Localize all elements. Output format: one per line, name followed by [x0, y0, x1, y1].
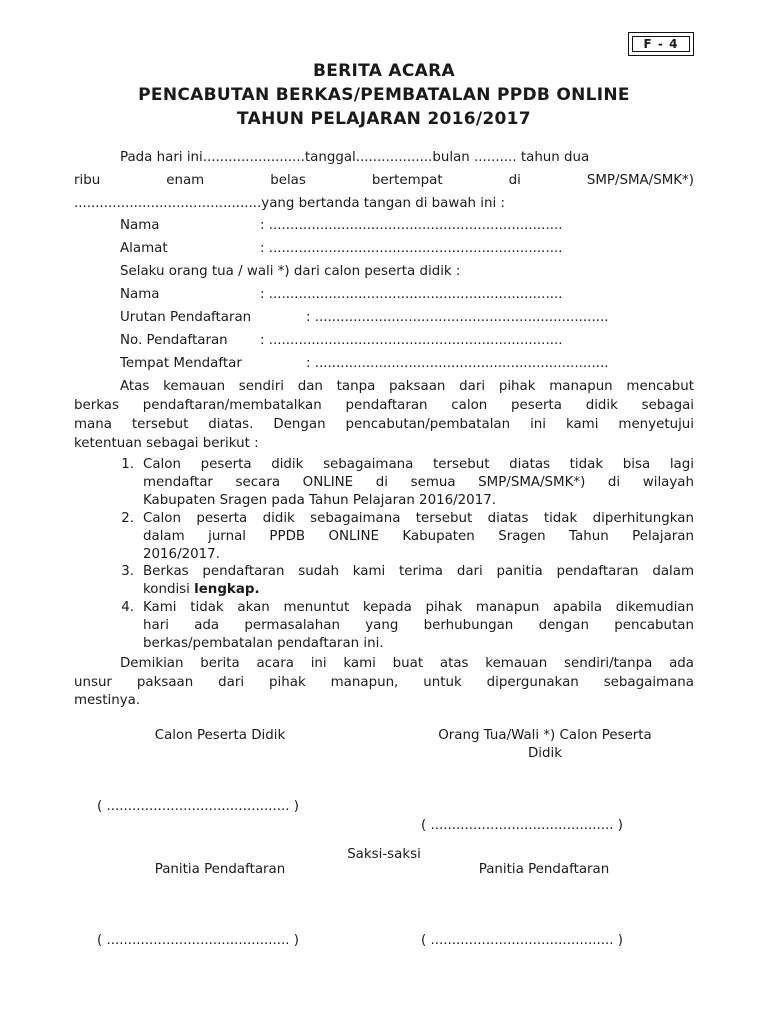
signer-address-field: : .....................................................................: [260, 241, 563, 256]
term-2-line-3: 2016/2017.: [143, 547, 220, 562]
term-4-line-2: hari ada permasalahan yang berhubungan dengan pencabutan: [143, 618, 694, 633]
document-title: BERITA ACARA: [313, 61, 455, 81]
intro-line-1: Pada hari ini........................tanggal..................bulan .......... tahun dua: [120, 150, 590, 165]
academic-year-title: TAHUN PELAJARAN 2016/2017: [237, 109, 531, 129]
registration-order-label: Urutan Pendaftaran: [120, 310, 252, 325]
term-1-line-1: Calon peserta didik sebagaimana tersebut diatas tidak bisa lagi: [143, 457, 694, 472]
intro-line-2: [74, 173, 694, 188]
registration-number-field: : .....................................................................: [260, 333, 563, 348]
intro-word: di: [508, 173, 521, 188]
student-name-field: : .....................................................................: [260, 287, 563, 302]
closing-line-3: mestinya.: [74, 693, 141, 708]
intro-word: belas: [270, 173, 306, 188]
closing-line-2: unsur paksaan dari pihak manapun, untuk dipergunakan sebagaimana: [74, 675, 694, 690]
intro-word: SMP/SMA/SMK*): [586, 173, 694, 188]
term-number: 1.: [121, 457, 134, 472]
intro-word: bertempat: [371, 173, 443, 188]
guardian-statement: Selaku orang tua / wali *) dari calon peserta didik :: [120, 264, 461, 279]
term-3-line-2: [143, 582, 260, 597]
document-subtitle: PENCABUTAN BERKAS/PEMBATALAN PPDB ONLINE: [138, 85, 630, 105]
term-4-line-1: Kami tidak akan menuntut kepada pihak manapun apabila dikemudian: [143, 600, 694, 615]
form-code-box: [628, 32, 694, 56]
registration-number-label: No. Pendaftaran: [120, 333, 228, 348]
guardian-signature-blank: ( ........................................... ): [421, 818, 623, 833]
signer-address-label: Alamat: [120, 241, 168, 256]
registration-place-field: : .....................................................................: [306, 356, 609, 371]
guardian-signature-label: Orang Tua/Wali *) Calon Peserta: [438, 728, 652, 743]
registration-place-label: Tempat Mendaftar: [120, 356, 242, 371]
term-4-line-3: berkas/pembatalan pendaftaran ini.: [143, 636, 384, 651]
committee-right-label: Panitia Pendaftaran: [478, 862, 610, 877]
statement-line-4: ketentuan sebagai berikut :: [74, 436, 259, 451]
term-3-line-1: Berkas pendaftaran sudah kami terima dari panitia pendaftaran dalam: [143, 564, 694, 579]
student-signature-blank: ( ........................................... ): [97, 799, 299, 814]
form-code: F - 4: [632, 36, 690, 52]
guardian-signature-label-cont: Didik: [527, 746, 562, 761]
signer-name-field: : .....................................................................: [260, 218, 563, 233]
committee-left-label: Panitia Pendaftaran: [154, 862, 286, 877]
signer-name-label: Nama: [120, 218, 160, 233]
intro-word: enam: [166, 173, 205, 188]
term-2-line-2: dalam jurnal PPDB ONLINE Kabupaten Sragen Tahun Pelajaran: [143, 529, 694, 544]
term-1-line-3: Kabupaten Sragen pada Tahun Pelajaran 2016/2017.: [143, 493, 496, 508]
term-number: 2.: [121, 511, 134, 526]
registration-order-field: : .....................................................................: [306, 310, 609, 325]
intro-line-3: ............................................yang bertanda tangan di bawah ini :: [74, 196, 505, 211]
committee-right-blank: ( ........................................... ): [421, 933, 623, 948]
witnesses-label: Saksi-saksi: [347, 847, 421, 862]
statement-line-3: mana tersebut diatas. Dengan pencabutan/pembatalan ini kami menyetujui: [74, 417, 694, 432]
statement-line-1: Atas kemauan sendiri dan tanpa paksaan dari pihak manapun mencabut: [120, 379, 694, 394]
term-3-text: kondisi: [143, 582, 195, 597]
statement-line-2: berkas pendaftaran/membatalkan pendaftaran calon peserta didik sebagai: [74, 398, 694, 413]
closing-line-1: Demikian berita acara ini kami buat atas kemauan sendiri/tanpa ada: [120, 656, 694, 671]
term-1-line-2: mendaftar secara ONLINE di semua SMP/SMA/SMK*) di wilayah: [143, 475, 694, 490]
intro-word: ribu: [74, 173, 101, 188]
term-number: 4.: [121, 600, 134, 615]
term-3-bold: lengkap.: [194, 582, 260, 597]
term-2-line-1: Calon peserta didik sebagaimana tersebut diatas tidak diperhitungkan: [143, 511, 694, 526]
student-signature-label: Calon Peserta Didik: [154, 728, 286, 743]
committee-left-blank: ( ........................................... ): [97, 933, 299, 948]
student-name-label: Nama: [120, 287, 160, 302]
term-number: 3.: [121, 564, 134, 579]
